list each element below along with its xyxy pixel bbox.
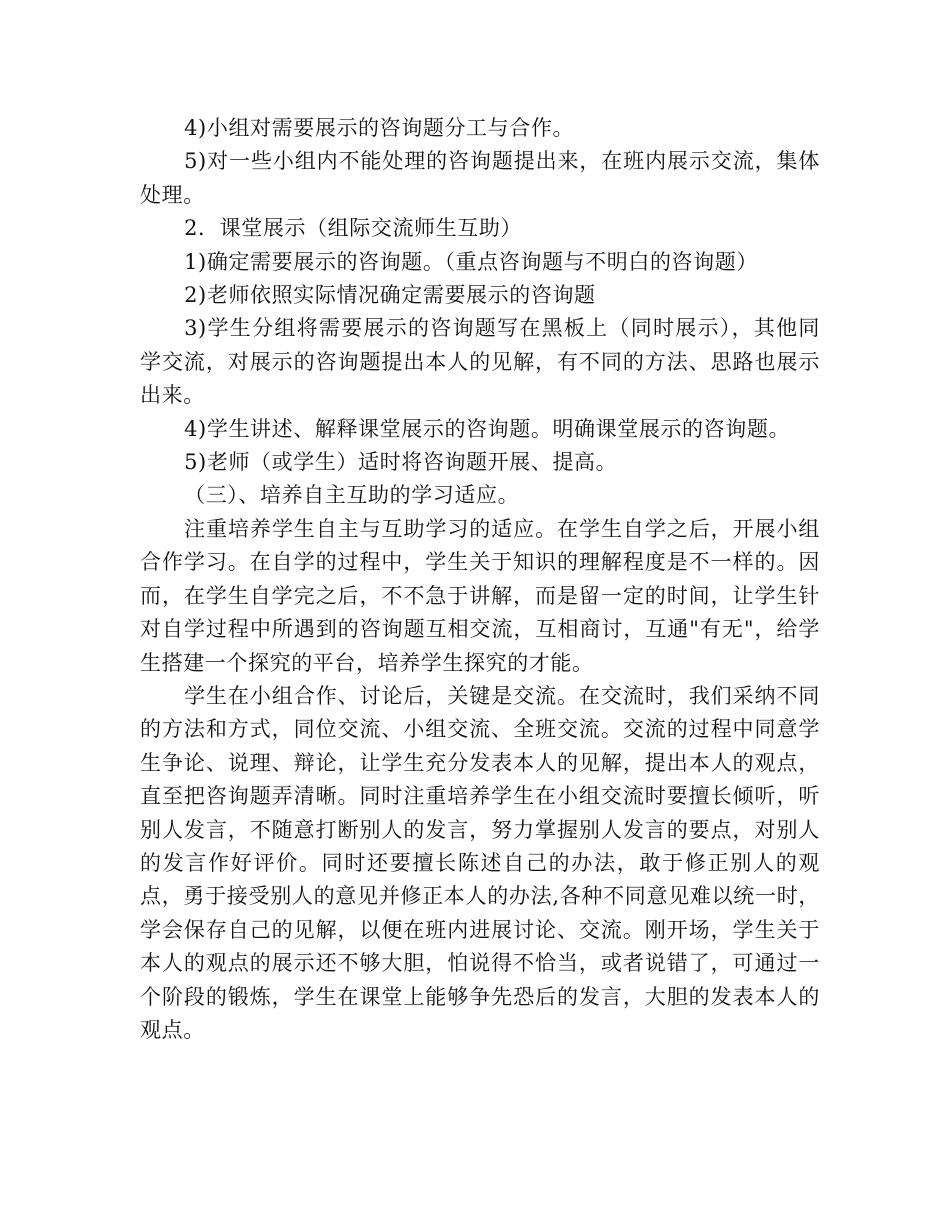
document-body bbox=[140, 112, 820, 1047]
paragraph-group-task-division: 4)小组对需要展示的咨询题分工与合作。 bbox=[184, 116, 575, 140]
paragraph-section-heading-classroom-display: 2．课堂展示（组际交流师生互助） bbox=[184, 216, 523, 241]
paragraph-communication: 学生在小组合作、讨论后，关键是交流。在交流时，我们采纳不同的方法和方式，同位交流、小组交流、全班交流。交流的过程中同意学生争论、说理、辩论，让学生充分发表本人的见解，提出本人的观点，直至把咨询题弄清晰。同时注重培养学生在小组交流时要擅长倾听，听别人发言，不随意打断别人的发言，努力掌握别人发言的要点，对别人的发言作好评价。同时还要擅长陈述自己的办法，敢于修正别人的观点，勇于接受别人的意见并修正本人的办法,各种不同意见难以统一时，学会保存自己的见解，以便在班内进展讨论、交流。刚开场，学生关于本人的观点的展示还不够大胆，怕说得不恰当，或者说错了，可通过一个阶段的锻炼，学生在课堂上能够争先恐后的发言，大胆的发表本人的观点。 bbox=[140, 683, 820, 1042]
paragraph-determine-questions: 1)确定需要展示的咨询题。（重点咨询题与不明白的咨询题） bbox=[184, 249, 758, 274]
paragraph-teacher-determines: 2)老师依照实际情况确定需要展示的咨询题 bbox=[184, 283, 596, 308]
paragraph-section-heading-habits: （三）、培养自主互助的学习适应。 bbox=[184, 483, 520, 508]
paragraph-student-explanation: 4)学生讲述、解释课堂展示的咨询题。明确课堂展示的咨询题。 bbox=[184, 416, 791, 441]
paragraph-teacher-extension: 5)老师（或学生）适时将咨询题开展、提高。 bbox=[184, 450, 618, 475]
paragraph-self-study: 注重培养学生自主与互助学习的适应。在学生自学之后，开展小组合作学习。在自学的过程中，学生关于知识的理解程度是不一样的。因而，在学生自学完之后，不不急于讲解，而是留一定的时间，让学生针对自学过程中所遇到的咨询题互相交流，互相商讨，互通"有无"，给学生搭建一个探究的平台，培养学生探究的才能。 bbox=[140, 516, 820, 675]
paragraph-blackboard-display: 3)学生分组将需要展示的咨询题写在黑板上（同时展示），其他同学交流，对展示的咨询题提出本人的见解，有不同的方法、思路也展示出来。 bbox=[140, 316, 820, 408]
paragraph-class-discussion: 5)对一些小组内不能处理的咨询题提出来，在班内展示交流，集体处理。 bbox=[140, 149, 820, 207]
